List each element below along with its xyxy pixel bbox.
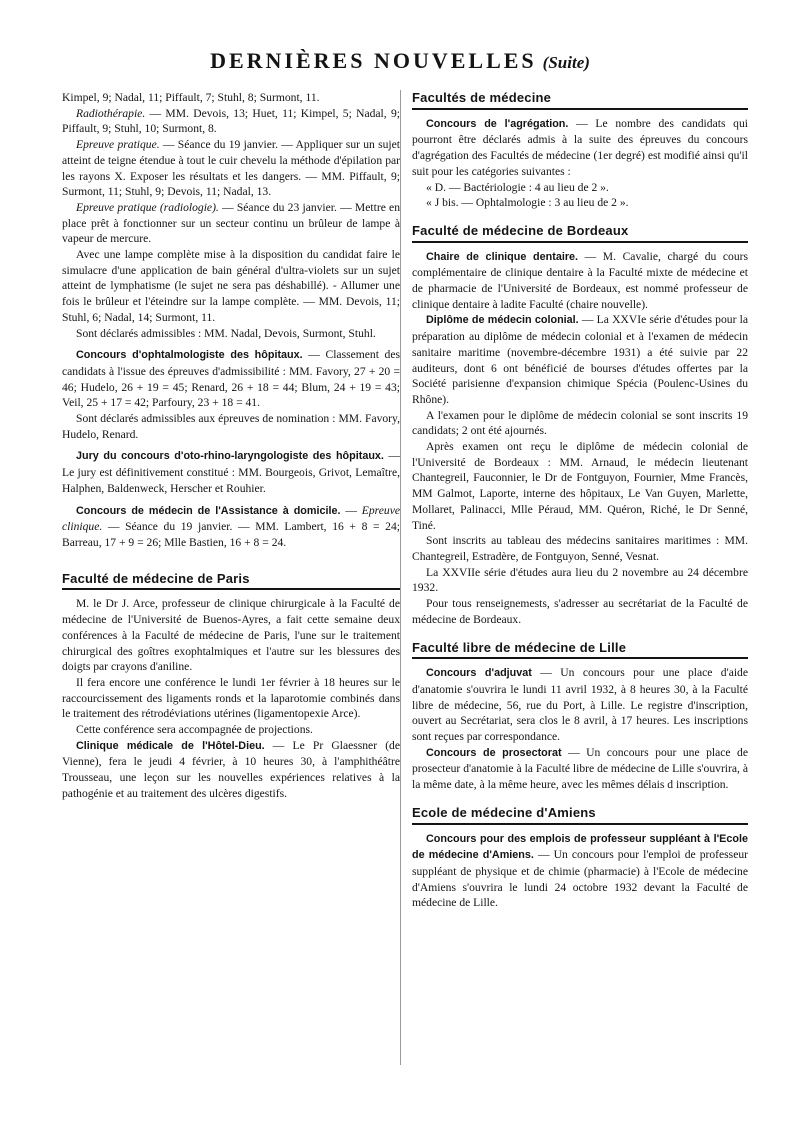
paragraph: Il fera encore une conférence le lundi 1er février à 18 heures sur le raccourcissement des ligaments ronds et la laparotomie combinés dans le traitement des rétrodéviations utérines (ligamentopexie Arce). [62,675,400,721]
section-heading-bordeaux: Faculté de médecine de Bordeaux [412,223,748,243]
paragraph: Sont inscrits au tableau des médecins sanitaires maritimes : MM. Chantegreil, Estradère, de Fontguyon, Senné, Vesnat. [412,534,748,563]
page-title-suite: (Suite) [542,53,590,72]
paragraph: Cette conférence sera accompagnée de projections. [76,723,313,737]
paragraph: Après examen ont reçu le diplôme de médecin colonial de l'Université de Bordeaux : MM. Arnaud, le médecin lieutenant Chantegreil, Fauconnier, le Dr de Fontguyon, Fournier, Mme Francès, MM Galmot, Laporte, interne des hôpitaux, Le Van Guyen, Marlette, Mollaret, Palinacci, Mlle Péraud, MM. Quéron, Riché, le Dr Senné, Tiné. [412,440,748,532]
section-heading-facultes: Facultés de médecine [412,90,748,110]
paragraph: Sont déclarés admissibles aux épreuves de nomination : MM. Favory, Hudelo, Renard. [62,412,400,441]
paragraph: Kimpel, 9; Nadal, 11; Piffault, 7; Stuhl, 8; Surmont, 11. [62,91,320,104]
paragraph-chaire-dentaire: Chaire de clinique dentaire. — M. Cavalie, chargé du cours complémentaire de clinique dentaire à la Faculté mixte de médecine et de pharmacie de l'Université de Bordeaux, est nommé professeur de clinique dentaire à ladite Faculté (chaire nouvelle). [412,249,749,311]
paragraph: M. le Dr J. Arce, professeur de clinique chirurgicale à la Faculté de médecine de l'Université de Buenos-Ayres, a fait cette semaine deux conférences à la Faculté de médecine de Paris, l'une sur le traitement chirurgical des goîtres exophtalmiques et l'autre sur les blessures des doigts par crayons d'aniline. [62,597,400,674]
paragraph: La XXVIIe série d'études aura lieu du 2 novembre au 24 décembre 1932. [412,565,748,595]
paragraph-epreuve-radiologie: Epreuve pratique (radiologie). — Séance du 23 janvier. — Mettre en place prêt à fonctionner sur un secteur continu un brûleur de lampe à vapeur de mercure. [62,200,400,246]
paragraph: A l'examen pour le diplôme de médecin colonial se sont inscrits 19 candidats; 2 ont été ajournés. [412,408,748,438]
paragraph-assistance: Concours de médecin de l'Assistance à domicile. — Epreuve clinique. — Séance du 19 janvier. — MM. Lambert, 16 + 8 = 24; Barreau, 17 + 9 = 26; Mlle Bastien, 16 + 8 = 24. [62,503,400,549]
paragraph-medecin-colonial: Diplôme de médecin colonial. — La XXVIe série d'études pour la préparation au diplôme de médecin colonial et à l'examen de médecin sanitaire maritime (novembre-décembre 1931) a été suivie par 22 auditeurs, dont 6 ont bénéficié de bourses d'études offertes par la Société parisienne d'expansion chimique Spécia (Poulenc-Usines du Rhône). [412,313,748,406]
paragraph: Avec une lampe complète mise à la disposition du candidat faire le simulacre d'une application de bain général d'ultra-violets sur un sujet atteint de lymphatisme (le sujet ne sera pas déshabillé). - Allumer une fois le brûleur et l'éteindre sur la lampe complète. — MM. Devois, 11; Stuhl, 6; Nadal, 14; Surmont, 11. [62,248,400,324]
right-column [412,90,748,911]
section-heading-lille: Faculté libre de médecine de Lille [412,640,748,660]
paragraph-epreuve-pratique: Epreuve pratique. — Séance du 19 janvier. — Appliquer sur un sujet atteint de teigne étendue à tout le cuir chevelu la méthode d'épilation par les rayons X. Exposer les résultats et les dangers. — MM. Piffault, 9; Surmont, 11; Stuhl, 9; Devois, 11; Nadal, 13. [62,138,400,199]
left-column [62,90,400,802]
section-heading-paris: Faculté de médecine de Paris [62,571,400,591]
section-heading-amiens: Ecole de médecine d'Amiens [412,805,748,825]
paragraph-prosectorat: Concours de prosectorat — Un concours pour une place de prosecteur d'anatomie à la Faculté libre de médecine de Lille s'ouvrira, à la même date, à la même heure, avec les mêmes délais d inscription. [412,745,749,792]
paragraph-radiotherapie: Radiothérapie. — MM. Devois, 13; Huet, 11; Kimpel, 5; Nadal, 9; Piffault, 9; Stuhl, 10; Surmont, 8. [62,106,400,136]
paragraph-adjuvat: Concours d'adjuvat — Un concours pour une place d'aide d'anatomie s'ouvrira le lundi 11 avril 1932, à 8 heures 30, à la Faculté libre de médecine, 56, rue du Port, à Lille. Le registre d'inscription, ouvert au Secrétariat, sera clos le 8 avril, à 17 heures. Les inscriptions sont reçues par correspondance. [412,666,749,744]
paragraph-agregation: Concours de l'agrégation. — Le nombre des candidats qui pourront être déclarés admis à la suite des épreuves du concours d'agrégation des Facultés de médecine (1er degré) est modifié ainsi qu'il suit pour les catégories suivantes : [412,116,748,178]
page-title [0,48,800,74]
paragraph-hotel-dieu: Clinique médicale de l'Hôtel-Dieu. — Le Pr Glaessner (de Vienne), fera le jeudi 4 février, à 10 heures 30, à l'amphithéâtre Trousseau, une leçon sur les nouvelles expériences relatives à la pathogénie et au traitement des ulcères digestifs. [62,738,401,800]
list-item: « J bis. — Ophtalmologie : 3 au lieu de 2 ». [426,196,629,210]
paragraph: Pour tous renseignemests, s'adresser au secrétariat de la Faculté de médecine de Bordeaux. [412,597,748,626]
page-title-text: DERNIÈRES NOUVELLES [210,48,537,73]
paragraph-jury-orl: Jury du concours d'oto-rhino-laryngologiste des hôpitaux. — Le jury est définitivement constitué : MM. Bourgeois, Grivot, Lemaître, Halphen, Baldenweck, Herscher et Rouhier. [62,449,400,495]
paragraph-ophtalmologiste: Concours d'ophtalmologiste des hôpitaux. — Classement des candidats à l'issue des épreuves d'admissibilité : MM. Favory, 27 + 20 = 46; Hudelo, 26 + 19 = 45; Renard, 26 + 18 = 44; Blum, 24 + 19 = 43; Veil, 25 + 17 = 42; Parfoury, 23 + 18 = 41. [62,348,400,410]
paragraph-amiens: Concours pour des emplois de professeur suppléant à l'Ecole de médecine d'Amiens. — Un concours pour l'emploi de professeur suppléant de physique et de chimie (pharmacie) à l'Ecole de médecine d'Amiens s'ouvrira le lundi 24 octobre 1932 devant la Faculté de médecine de Lille. [412,832,748,910]
paragraph: Sont déclarés admissibles : MM. Nadal, Devois, Surmont, Stuhl. [76,326,376,340]
list-item: « D. — Bactériologie : 4 au lieu de 2 ». [426,180,609,194]
